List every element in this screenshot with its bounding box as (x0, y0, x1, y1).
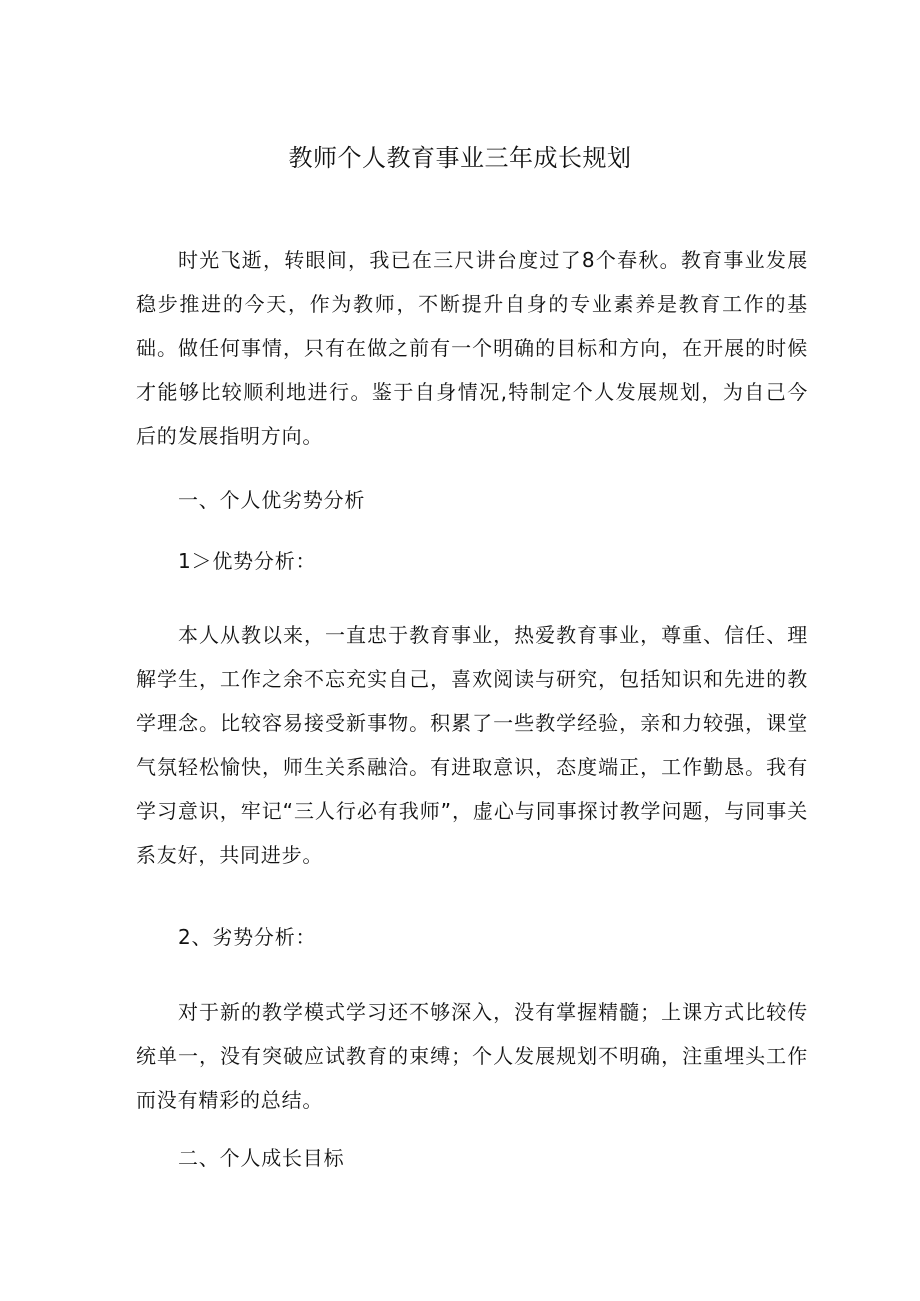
intro-paragraph: 时光飞逝，转眼间，我已在三尺讲台度过了8个春秋。教育事业发展稳步推进的今天，作为教师，不断提升自身的专业素养是教育工作的基础。做任何事情，只有在做之前有一个明确的目标和方向，在开展的时候才能够比较顺利地进行。鉴于自身情况,特制定个人发展规划，为自己今后的发展指明方向。 (136, 248, 808, 448)
weaknesses-paragraph: 对于新的教学模式学习还不够深入，没有掌握精髓；上课方式比较传统单一，没有突破应试教育的束缚；个人发展规划不明确，注重埋头工作而没有精彩的总结。 (136, 1000, 808, 1112)
subheading-weaknesses: 2、劣势分析： (178, 925, 317, 949)
strengths-paragraph: 本人从教以来，一直忠于教育事业，热爱教育事业，尊重、信任、理解学生，工作之余不忘充实自己，喜欢阅读与研究，包括知识和先进的教学理念。比较容易接受新事物。积累了一些教学经验，亲和力较强，课堂气氛轻松愉快，师生关系融洽。有进取意识，态度端正，工作勤恳。我有学习意识，牢记“三人行必有我师”，虚心与同事探讨教学问题，与同事关系友好，共同进步。 (136, 623, 808, 867)
document-title: 教师个人教育事业三年成长规划 (288, 144, 632, 172)
section-heading-analysis: 一、个人优劣势分析 (178, 488, 366, 512)
subheading-strengths: 1＞优势分析： (178, 549, 317, 573)
section-heading-goals: 二、个人成长目标 (178, 1146, 345, 1170)
